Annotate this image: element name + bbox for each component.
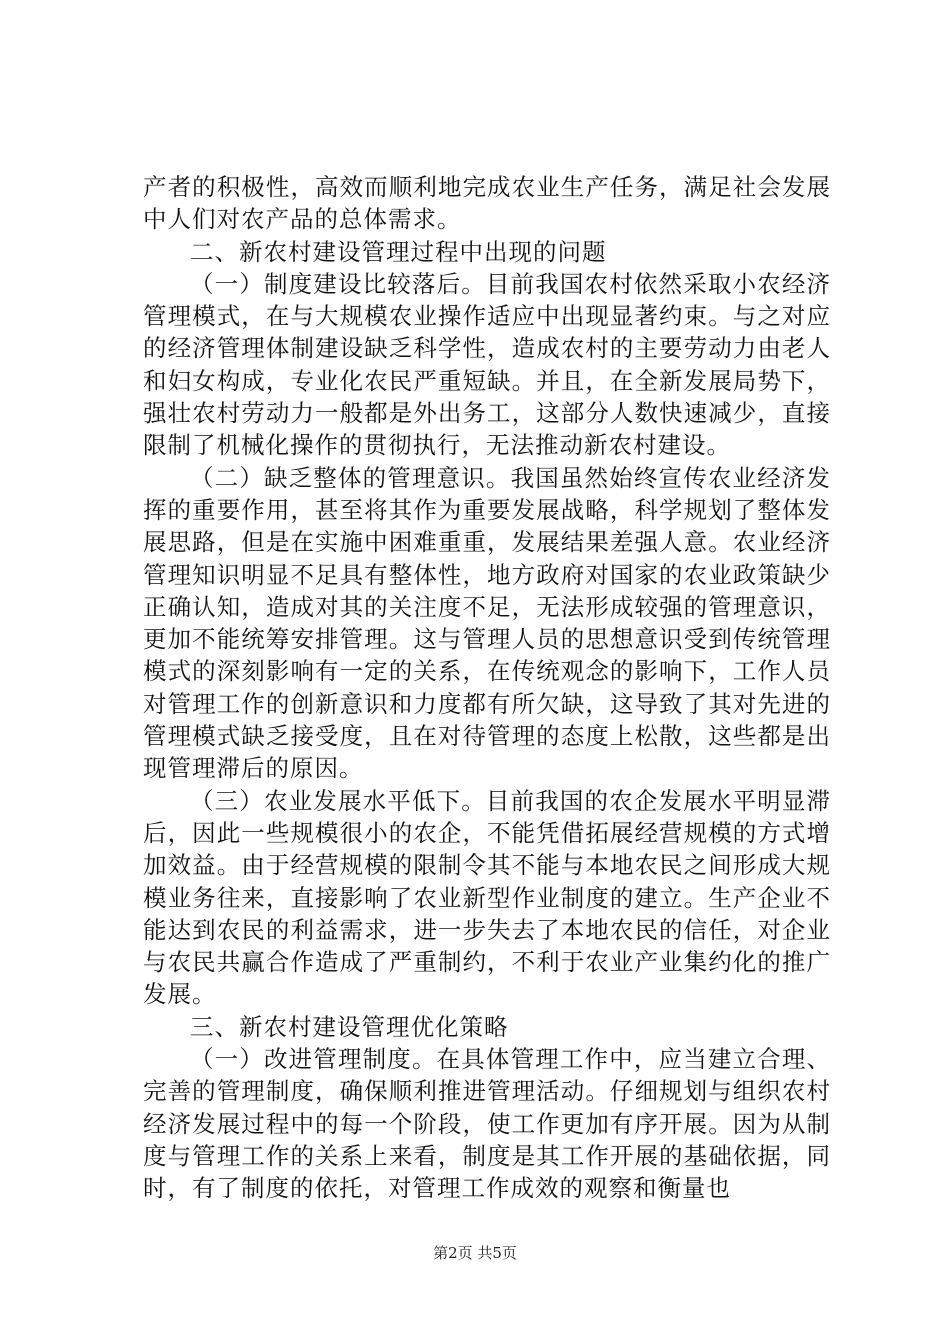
section-heading-problems: 二、新农村建设管理过程中出现的问题 bbox=[190, 237, 607, 266]
page-number-footer: 第2页 共5页 bbox=[433, 1244, 517, 1262]
paragraph-strategy-1: （一）改进管理制度。在具体管理工作中，应当建立合理、完善的管理制度，确保顺利推进管理活动。仔细规划与组织农村经济发展过程中的每一个阶段，使工作更加有序开展。因为从制度与管理工作的关系上来看，制度是其工作开展的基础依据，同时，有了制度的依托，对管理工作成效的观察和衡量也 bbox=[143, 1045, 831, 1203]
document-body bbox=[143, 171, 831, 1205]
paragraph-problem-1: （一）制度建设比较落后。目前我国农村依然采取小农经济管理模式，在与大规模农业操作适应中出现显著约束。与之对应的经济管理体制建设缺乏科学性，造成农村的主要劳动力由老人和妇女构成，专业化农民严重短缺。并且，在全新发展局势下，强壮农村劳动力一般都是外出务工，这部分人数快速减少，直接限制了机械化操作的贯彻执行，无法推动新农村建设。 bbox=[143, 269, 831, 460]
paragraph-problem-2: （二）缺乏整体的管理意识。我国虽然始终宣传农业经济发挥的重要作用，甚至将其作为重要发展战略，科学规划了整体发展思路，但是在实施中困难重重，发展结果差强人意。农业经济管理知识明显不足具有整体性，地方政府对国家的农业政策缺少正确认知，造成对其的关注度不足，无法形成较强的管理意识，更加不能统筹安排管理。这与管理人员的思想意识受到传统管理模式的深刻影响有一定的关系，在传统观念的影响下，工作人员对管理工作的创新意识和力度都有所欠缺，这导致了其对先进的管理模式缺乏接受度，且在对待管理的态度上松散，这些都是出现管理滞后的原因。 bbox=[143, 463, 831, 783]
section-heading-strategies: 三、新农村建设管理优化策略 bbox=[190, 1012, 509, 1041]
paragraph-continuation: 产者的积极性，高效而顺利地完成农业生产任务，满足社会发展中人们对农产品的总体需求。 bbox=[143, 173, 831, 234]
paragraph-problem-3: （三）农业发展水平低下。目前我国的农企发展水平明显滞后，因此一些规模很小的农企，不能凭借拓展经营规模的方式增加效益。由于经营规模的限制令其不能与本地农民之间形成大规模业务往来，直接影响了农业新型作业制度的建立。生产企业不能达到农民的利益需求，进一步失去了本地农民的信任，对企业与农民共赢合作造成了严重制约，不利于农业产业集约化的推广发展。 bbox=[143, 786, 831, 1009]
